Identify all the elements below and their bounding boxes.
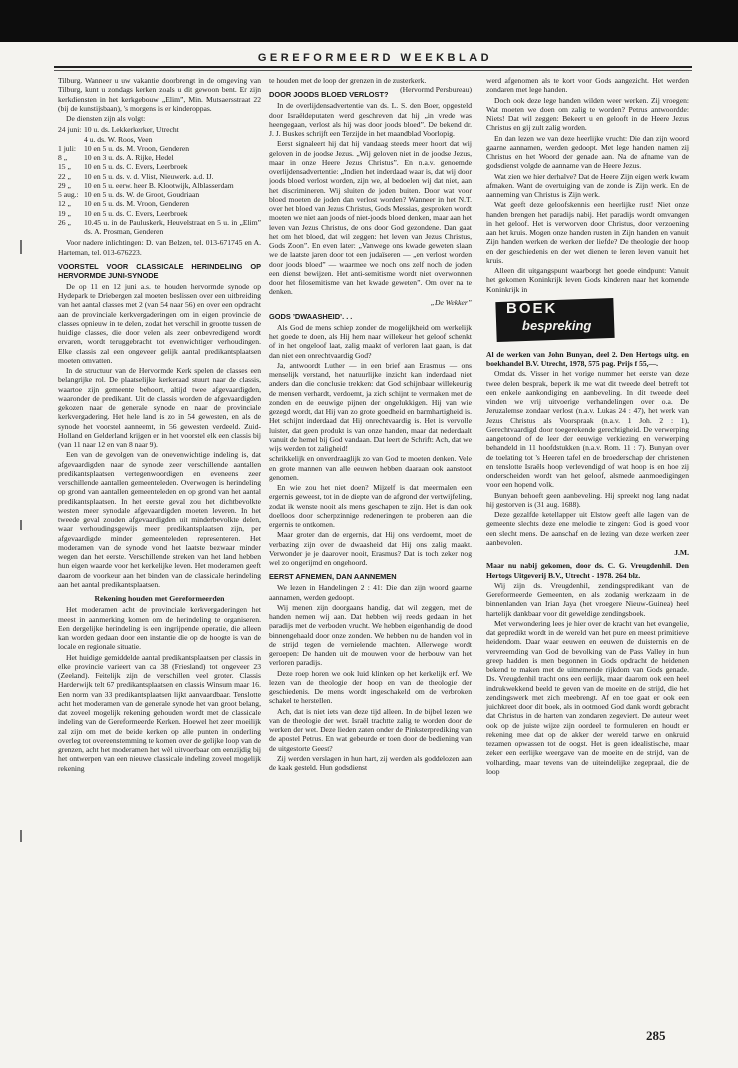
schedule-row: 12 „ 10 en 5 u. ds. M. Vroon, Genderen <box>58 199 190 209</box>
heading-joods-bloed: DOOR JOODS BLOED VERLOST? <box>269 90 389 100</box>
schedule-row: 15 „ 10 en 5 u. ds. C. Evers, Leerbroek <box>58 162 188 172</box>
paragraph: Ach, dat is niet iets van deze tijd alleen. In de bijbel lezen we van de theologie der wet. Israël trachtte zalig te worden door de werken der wet. Deze lieden zaten onder de Pinksterprediking van de apostel Petrus. En wat gebeurde er toen door de bediening van de uitgestorte Geest? <box>269 706 472 753</box>
column-2 <box>269 76 472 1026</box>
top-black-bar <box>0 0 738 42</box>
masthead-rule <box>54 66 692 68</box>
paragraph: Het moderamen acht de provinciale kerkvergaderingen het meest in aanmerking komen om de herindeling te organiseren. Een dergelijke herindeling is een ingrijpende operatie, die alleen kan worden gedaan door een instantie die op de hoogte is van de locale en regionale situatie. <box>58 605 261 652</box>
schedule-row: 4 u. ds. W. Roos, Veen <box>84 134 153 144</box>
paragraph: In de overlijdensadvertentie van ds. L. S. den Boer, opgesteld door Israëldeputaten werd geschreven dat hij „in vrede was heengegaan, verlost als hij was door joods bloed”. De bekend dr. J. J. Buskes schrijft een Terzijde in het maandblad Voorlopig. <box>269 101 472 138</box>
source-credit: „De Wekker” <box>430 297 472 307</box>
schedule-row: 1 juli: 10 en 5 u. ds. M. Vroon, Genderen <box>58 143 190 153</box>
paragraph: Eerst signaleert hij dat hij vandaag steeds meer hoort dat wij geloven in de joodse Jezus. „Wij geloven niet in de joodse Jezus, maar in onze Heere Jezus Christus”. En n.a.v. genoemde overlijdensadvertentie: „Indien het inderdaad waar is, dat wij door joods bloed verlost worden, zijn we, al bedoelen wij dat niet, aan het discrimineren. Wij sluiten de joden buiten. Door wat voor bloed moeten de joden dan verlost worden? Wanneer in het N.T. over het bloed van Jezus Christus, Gods Messias, gesproken wordt moeten we niet aan joods of niet-joods bloed denken, maar aan het leven van Jezus Christus, de ons door God gezondene. Dan gaat het om het bloed, dat wil zeggen: het leven van Jezus Christus, Gods Zoon”. En even later: „Vanwege ons kwade geweten slaan we de laatste jaren door tot een judaïseren — „en verlost worden door joods bloed” — waarmee we noch ons zelf noch de joden een dienst bewijzen. Het anti-semitisme wordt niet overwonnen door het filosemitisme van het kwade geweten”. Om over na te denken. <box>269 139 472 297</box>
paragraph: In de structuur van de Hervormde Kerk spelen de classes een belangrijke rol. De plaatselijke kerkeraad stuurt naar de classis, waartoe zijn gemeente behoort, altijd twee afgevaardigden, waaronder de predikant. Uit de classis worden de afgevaardigden gekozen naar de generale synode en naar de provinciale kerkvergadering. Het hele land is zo in 54 gewesten, en als de synode het voorstel aanneemt, in 56 gewesten verdeeld. Zuid-Holland en Gelderland krijgen er in het voorstel elk een classis bij (van 11 naar 12 en van 8 naar 9). <box>58 366 261 449</box>
masthead-rule-thin <box>54 70 692 71</box>
schedule-row: 19 „ 10 en 5 u. ds. C. Evers, Leerbroek <box>58 208 188 218</box>
paragraph: schrikkelijk en onverdraaglijk zo van God te moeten denken. Vele en grote mannen van alle eeuwen hebben daaraan ook aanstoot genomen. <box>269 454 472 482</box>
review-signature: J.M. <box>674 548 689 557</box>
heading-afnemen: EERST AFNEMEN, DAN AANNEMEN <box>269 572 397 582</box>
boekbespreking-logo <box>496 300 614 346</box>
paragraph: Wij menen zijn doorgaans handig, dat wil zeggen, met de handen nemen wij aan. Dat hebben wij reeds gedaan in het paradijs met de verboden vrucht. We hebben eigenhandig de dood binnengehaald door onze zonden. We hebben nu de handen vol in de strijd tegen de vernielende machten. Allerwege wordt geroepen: De handen uit de mouwen voor de herbouw van het verloren paradijs. <box>269 602 472 668</box>
paragraph: Zij werden verslagen in hun hart, zij werden als goddelozen aan de kaak gesteld. Hun godsdienst <box>269 753 472 772</box>
paragraph: Wij zijn ds. Vreugdenhil, zendingspredikant van de Gereformeerde Gemeenten, en als zodanig werkzaam in de binnenlanden van Irian Jaya (het vroegere Nieuw-Guinea) heel hartelijk dankbaar voor dit geweldige zendingsboek. <box>486 580 689 618</box>
contact-info: Voor nadere inlichtingen: D. van Belzen, tel. 013-671745 en A. Harteman, tel. 013-676223. <box>58 238 261 257</box>
paragraph: Een van de gevolgen van de onevenwichtige indeling is, dat afgevaardigden naar de synode zeer verschillende aantallen predikantsplaatsen vertegenwoordigen en eveneens zeer verschillende aantallen gemeenteleden. Overwogen is herindeling op grond van aantallen gemeenteleden en op grond van het aantal predikantsplaatsen. In het eerste geval zou het dichtbevolkte westen meer synodale afgevaardigden moeten leveren. In het tweede geval zouden afgevaardigden uit minderbevolkte delen, waar verhoudingsgewijs meer predikantsplaatsen zijn, per afgevaardigde minder gemeenteleden representeren. Het moderamen van de synode vond het laatste bezwaar minder wegen dan het eerste. Verschillende streken van het land hebben hun eigen waarde voor het kerkelijke leven. Het moderamen geeft daarom de voorkeur aan het binden van de classicale herindeling aan het aantal predikantsplaatsen. <box>58 450 261 589</box>
schedule-row: 24 juni: 10 u. ds. Lekkerkerker, Utrecht <box>58 125 179 135</box>
paragraph: Bunyan behoeft geen aanbeveling. Hij spreekt nog lang nadat hij gestorven is (31 aug. 1688). <box>486 490 689 509</box>
schedule-row: 5 aug.: 10 en 5 u. ds. W. de Groot, Goudriaan <box>58 190 200 199</box>
column-3 <box>486 76 689 1026</box>
paragraph: Ja, antwoordt Luther — in een brief aan Erasmus — ons menselijk verstand, het natuurlijke inzicht kan inderdaad niet anders dan die conclusie trekken: dat God schijnbaar willekeurig de mensen verhardt, verdoemt, ja zich schijnt te vermaken met de zonden en de eeuwige pijnen der ongelukkigen. Hij van wie gezegd wordt, dat Hij van zo grote goedheid en barmhartigheid is. Het schijnt inderdaad dat Hij onrechtvaardig is. Het is vervolle luister, dat geen produkt is van onze handen, maar dat nederdaalt vanuit de hemel bij God vandaan. Dat leert de Schrift: Ach, dat we wijs werden tot zaligheid! <box>269 360 472 453</box>
paragraph: Omdat ds. Visser in het vorige nummer het eerste van deze twee delen besprak, beperk ik me wat dit tweede deel betreft tot een enkele aankondiging en aanbeveling. In dit tweede deel vinden we vrij uitvoerige verhandelingen over o.a. De Jeruzalemse zondaar verlost (n.a.v. Lukas 24 : 47), het werk van Jezus Christus als Voorspraak (n.a.v. 1 Joh. 2 : 1), Gerechtvaardigd door toegerekende gerechtigheid. De verwerping aangetoond of de leer der eeuwige verkiezing en verwerping behandeld in 11 hoofdstukken (n.a.v. Rom. 11 : 7). Bunyan over de toelating tot 's Heeren tafel en de broederschap der christenen en tenslotte Israëls hoop verlevendigd of wat hoop is en hoe zij onderscheiden wordt van het geloof, alsmede aanmoedigingen voor een hopend volk. <box>486 369 689 490</box>
margin-mark <box>20 830 22 842</box>
article-tilburg: Tilburg. Wanneer u uw vakantie doorbrengt in de omgeving van Tilburg, kunt u zondags kerken zoals u dit gewoon bent. Er zijn kerkdiensten in het kerkgebouw „Elim”, Min. Mutsaersstraat 22 (bij de kunstijsbaan), 's morgens is er kinderoppas. <box>58 76 261 113</box>
paragraph: Met verwondering lees je hier over de kracht van het evangelie, dat gepredikt wordt in de wereld van het pure en meest primitieve heidendom. Daar waar eeuwen en eeuwen de duisternis en de vervreemding van God de bevolking van de Pass Valley in hun greep hadden is men begonnen in Gods opdracht de heidenen bekend te maken met de uitnemende rijkdom van Gods genade. Ds. Vreugdenhil tracht ons een eerlijk, maar daarom ook een heel indrukwekkend beeld te geven van de moeite en de strijd, die het zendingswerk met zich meebrengt. Af en toe gaat er ook een juichkreet door dit boek, als in ootmoed God dank wordt gebracht dat Christus in de harten van zondaren zegeviert. De auteur weet ook op de juiste wijze zijn oordeel te formuleren en houdt er rekening mee dat op de akker der wereld tarwe en onkruid tezamen opwassen tot de oogst. Het is geen idealistische, maar zeker een eerlijke weergave van de moeite en de strijd, van de volharding, maar tevens van de uiteindelijke zegepraal, die de loop <box>486 618 689 776</box>
schedule-row: 26 „ 10.45 u. in de Pauluskerk, Heuvelstraat en 5 u. in „Elim” ds. A. Prosman, Genderen <box>58 217 261 236</box>
paragraph: Het huidige gemiddelde aantal predikantsplaatsen per classis in elke provincie varieert van ca 38 (Friesland) tot ongeveer 23 (Zeeland). Feitelijk zijn de verschillen veel groter. Classis Harderwijk telt 67 predikantsplaatsen en classis Winsum maar 16. Een norm van 33 predikantsplaatsen lijkt aanvaardbaar. Tenslotte acht het moderamen van de generale synode het van groot belang, dat zoveel mogelijk rekening gehouden wordt met de classicale indeling van de Gereformeerde Kerken. Hoewel het zeer moeilijk zal zijn om met de beide kerken op alle punten in onderling overleg tot overeenstemming te komen over de gelijke loop van de grenzen, acht het moderamen het wèl uitvoerbaar om eenzijdig bij het ontwerpen van een nieuwe classicale indeling zoveel mogelijk rekening <box>58 652 261 773</box>
paragraph: Deze roep horen we ook luid klinken op het kerkelijk erf. We lezen van de theologie der hoop en van de theologie der geschiedenis. De mens wordt ingeschakeld om de verbroken schakel te herstellen. <box>269 668 472 706</box>
page-number: 285 <box>646 1028 666 1043</box>
column-1 <box>58 76 261 1026</box>
paragraph: En wie zou het niet doen? Mijzelf is dat meermalen een ergernis geweest, tot in de diepte van de afgrond der vertwijfeling, zodat ik wenste nooit als mens geschapen te zijn. Het is dan ook doelloos door scherpzinnige redeneringen te proberen aan die ergernis te ontkomen. <box>269 483 472 529</box>
heading-voorstel: VOORSTEL VOOR CLASSICALE HERINDELING OP HERVORMDE JUNI-SYNODE <box>58 261 261 280</box>
paragraph: Als God de mens schiep zonder de mogelijkheid om werkelijk het goede te doen, als Hij hem naar willekeur het geloof schenkt of in het ongeloof laat, zalig maakt of verloren laat gaan, is dat dan niet een onrechtvaardig God? <box>269 322 472 360</box>
continued-text: te houden met de loop der grenzen in de zusterkerk. (Hervormd Persbureau) <box>269 76 472 95</box>
paragraph: We lezen in Handelingen 2 : 41: Die dan zijn woord gaarne aannamen, werden gedoopt. <box>269 583 472 602</box>
review-title: Maar nu nabij gekomen, door ds. C. G. Vreugdenhil. Den Hertogs Uitgeverij B.V., Utrecht - 1978. 264 blz. <box>486 561 689 580</box>
paragraph: En dan lezen we van deze heerlijke vrucht: Die dan zijn woord gaarne aannamen, werden gedoopt. Met lege handen namen zij Christus en het Woord der genade aan. Na de afname van de godsdienst volgde de aanname van de Heere Jezus. <box>486 133 689 171</box>
subheading-rekening: Rekening houden met Gereformeerden <box>94 594 225 603</box>
paragraph: Wat geeft deze geloofskennis een heerlijke rust! Niet onze handen brengen het paradijs nabij. Het paradijs wordt omvangen in het geloof. Het is verworven door Christus, door verzoening aan het kruis. Mogen onze handen rusten in Zijn handen en vanuit Zijn handen werken de werken der liefde? De theologie der hoop en der geschiedenis en der wet dienen te leren leven vanuit het kruis. <box>486 200 689 265</box>
paragraph: werd afgenomen als te kort voor Gods aangezicht. Het werden zondaren met lege handen. <box>486 76 689 95</box>
schedule-row: 29 „ 10 en 5 u. eerw. heer B. Klootwijk, Alblasserdam <box>58 180 234 190</box>
heading-dwaasheid: GODS ’DWAASHEID’. . . <box>269 311 353 321</box>
paragraph: Wat zien we hier derhalve? Dat de Heere Zijn eigen werk kwam afmaken. Want de overtuiging van de zonde is Zijn werk. En de aanneming van Christus is Zijn werk. <box>486 171 689 199</box>
paragraph: Maar groter dan de ergernis, dat Hij ons verdoemt, moet de verbazing zijn over de dwaasheid dat Hij ons zalig maakt. Verwonder je je daarover nooit, Erasmus? Dat is toch zeker nog wel zo ongerijmd en ongehoord. <box>269 530 472 567</box>
logo-word-bespreking: bespreking <box>522 317 592 333</box>
schedule-row: 8 „ 10 en 3 u. ds. A. Rijke, Hedel <box>58 153 174 162</box>
service-schedule <box>58 125 261 236</box>
masthead: GEREFORMEERD WEEKBLAD <box>257 52 493 64</box>
schedule-row: 22 „ 10 en 5 u. ds. v. d. Vlist, Nieuwerk. a.d. IJ. <box>58 171 214 181</box>
paragraph: Deze gezalfde ketellapper uit Elstow geeft alle lagen van de gemeente slechts deze ene melodie te zingen: God is goed voor een slecht mens. De aanschaf en de lezing van deze werken zeer aanbevolen. <box>486 510 689 547</box>
paragraph: Alleen dit uitgangspunt waarborgt het goede eindpunt: Vanuit het gekomen Koninkrijk leven Gods kinderen naar het komende Koninkrijk in <box>486 266 689 294</box>
margin-mark <box>20 520 22 530</box>
schedule-intro: De diensten zijn als volgt: <box>66 114 146 123</box>
paragraph: De op 11 en 12 juni a.s. te houden hervormde synode op Hydepark te Driebergen zal moeten beslissen over een uitbreiding van het aantal classes met 2 (van 54 naar 56) en over een opdracht aan de provinciale kerkvergaderingen om in eigen provincie de classes opnieuw in te delen, zodat het verschil in grootte tussen de huidige classes, die door velen als zeer onbevredigend wordt ervaren, wordt teruggebracht tot evenwichtiger verhoudingen. Elke classis zal een ongeveer gelijk aantal predikantsplaatsen moeten omvatten. <box>58 281 261 365</box>
source-credit: (Hervormd Persbureau) <box>400 85 472 95</box>
review-title: Al de werken van John Bunyan, deel 2. Den Hertogs uitg. en boekhandel B.V. Utrecht, 1978, 575 pag. Prijs f 55,—. <box>486 349 689 368</box>
paragraph: Doch ook deze lege handen wilden weer werken. Zij vroegen: Wat moeten we doen om zalig te worden? Petrus antwoordde: Niets! Dat wil zeggen: Bekeert u en gelooft in de Heere Jezus Christus en gij zult zalig worden. <box>486 95 689 133</box>
logo-word-boek: BOEK <box>506 299 558 317</box>
margin-mark <box>20 240 22 254</box>
